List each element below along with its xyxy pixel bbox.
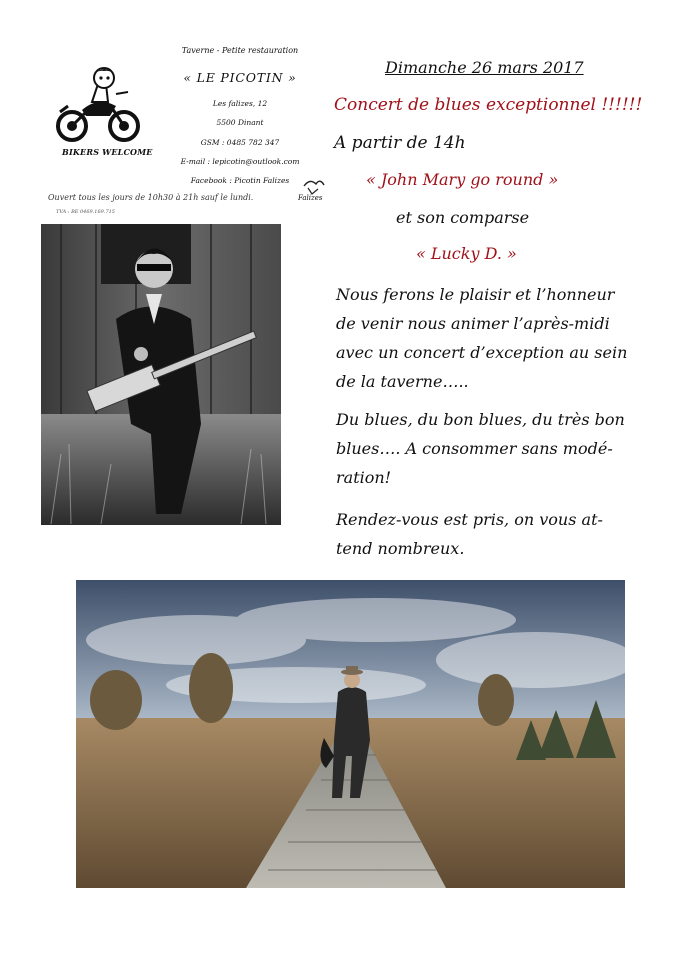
- venue-gsm: GSM : 0485 782 347: [200, 138, 280, 147]
- opening-hours: Ouvert tous les jours de 10h30 à 21h sauf le lundi.: [48, 193, 254, 202]
- musician-guitar-photo: [41, 224, 281, 525]
- biker-logo-icon: [52, 66, 144, 146]
- venue-email: E-mail : lepicotin@outlook.com: [180, 157, 300, 166]
- event-date: Dimanche 26 mars 2017: [385, 58, 584, 77]
- paragraph-intro: Nous ferons le plaisir et l’honneur de venir nous animer l’après-midi avec un concert d’exception au sein de la taverne…..: [336, 285, 628, 391]
- falizes-mark-icon: [298, 176, 330, 206]
- venue-facebook: Facebook : Picotin Falizes: [190, 176, 290, 185]
- event-start-time: A partir de 14h: [334, 133, 466, 153]
- tva-number: TVA : BE 0469.169.715: [56, 209, 115, 215]
- venue-street: Les falizes, 12: [212, 99, 268, 108]
- event-headline: Concert de blues exceptionnel !!!!!!: [334, 95, 643, 115]
- paragraph-closing: Rendez-vous est pris, on vous at-tend nombreux.: [336, 510, 603, 558]
- boardwalk-landscape-photo: [76, 580, 625, 888]
- artist-primary: « John Mary go round »: [366, 170, 559, 189]
- falizes-mark-label: Falizes: [298, 194, 323, 202]
- venue-name: « LE PICOTIN »: [183, 70, 297, 85]
- venue-subtitle: Taverne - Petite restauration: [181, 46, 299, 55]
- artist-connector: et son comparse: [396, 208, 530, 227]
- artist-secondary: « Lucky D. »: [416, 244, 517, 263]
- venue-city: 5500 Dinant: [216, 118, 264, 127]
- bikers-welcome-text: BIKERS WELCOME: [62, 147, 153, 157]
- paragraph-blues: Du blues, du bon blues, du très bon blues…. A consommer sans modé-ration!: [336, 410, 625, 487]
